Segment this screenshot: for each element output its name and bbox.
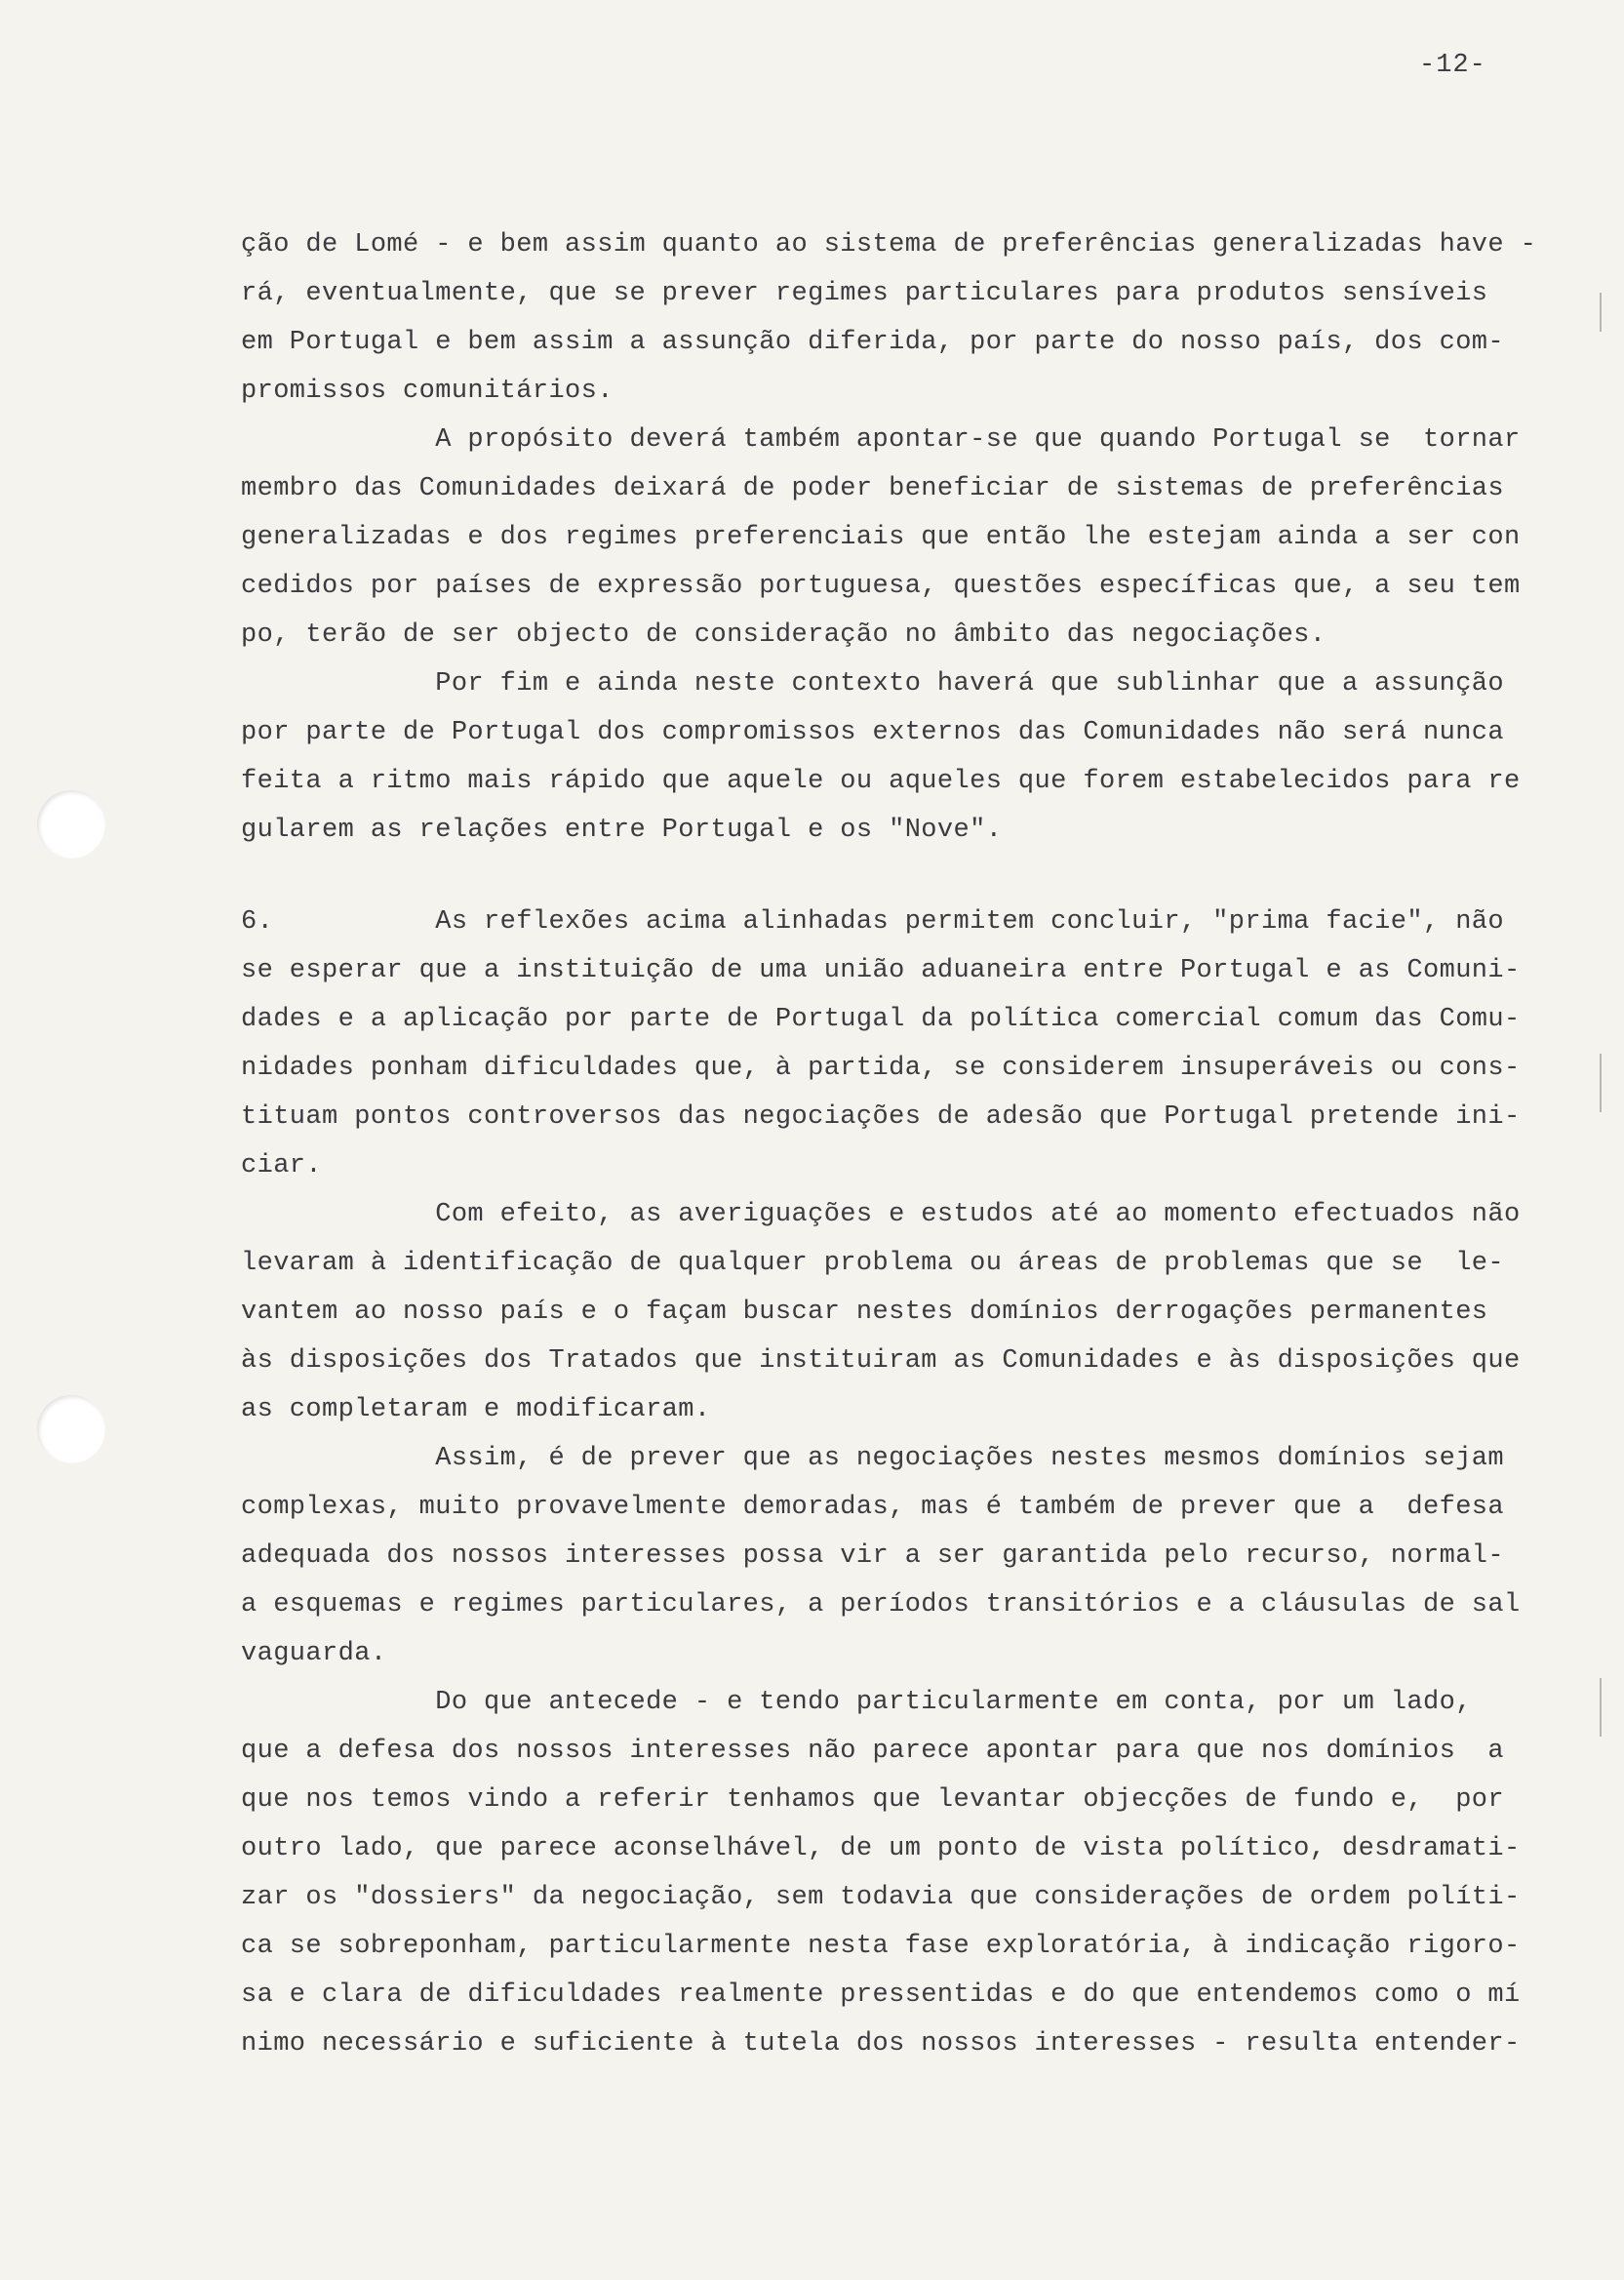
edge-mark xyxy=(1600,1678,1602,1737)
text-line: rá, eventualmente, que se prever regimes particulares para produtos sensíveis xyxy=(241,279,1488,308)
text-line: Com efeito, as averiguações e estudos até ao momento efectuados não xyxy=(241,1200,1521,1229)
text-line: 6. As reflexões acima alinhadas permitem concluir, "prima facie", não xyxy=(241,907,1505,937)
text-line: vaguarda. xyxy=(241,1639,387,1668)
text-line: nidades ponham dificuldades que, à partida, se considerem insuperáveis ou cons- xyxy=(241,1054,1521,1083)
paragraph xyxy=(241,660,1548,855)
paragraph xyxy=(241,416,1548,660)
text-line: Assim, é de prever que as negociações nestes mesmos domínios sejam xyxy=(241,1444,1505,1473)
text-line: Do que antecede - e tendo particularmente em conta, por um lado, xyxy=(241,1688,1472,1717)
text-line: complexas, muito provavelmente demoradas, mas é também de prever que a defesa xyxy=(241,1493,1505,1522)
text-line: dades e a aplicação por parte de Portugal da política comercial comum das Comu- xyxy=(241,1005,1521,1034)
text-line: que nos temos vindo a referir tenhamos que levantar objecções de fundo e, por xyxy=(241,1785,1505,1815)
text-line: sa e clara de dificuldades realmente pressentidas e do que entendemos como o mí xyxy=(241,1980,1521,2010)
text-line: levaram à identificação de qualquer problema ou áreas de problemas que se le- xyxy=(241,1249,1505,1278)
edge-mark xyxy=(1600,293,1602,332)
text-line: po, terão de ser objecto de consideração no âmbito das negociações. xyxy=(241,620,1327,650)
text-line: se esperar que a instituição de uma união aduaneira entre Portugal e as Comuni- xyxy=(241,956,1521,985)
text-line: zar os "dossiers" da negociação, sem todavia que considerações de ordem políti- xyxy=(241,1883,1521,1912)
paragraph xyxy=(241,220,1548,416)
text-line: promissos comunitários. xyxy=(241,377,614,406)
text-line: nimo necessário e suficiente à tutela dos nossos interesses - resulta entender- xyxy=(241,2029,1521,2059)
paragraph xyxy=(241,1434,1548,1678)
text-line: ca se sobreponham, particularmente nesta fase exploratória, à indicação rigoro- xyxy=(241,1932,1521,1961)
punch-hole xyxy=(37,1395,105,1463)
text-line: A propósito deverá também apontar-se que quando Portugal se tornar xyxy=(241,425,1521,455)
paragraph-gap xyxy=(241,855,1548,898)
paragraph xyxy=(241,898,1548,1190)
punch-hole xyxy=(37,790,105,859)
text-line: generalizadas e dos regimes preferenciais que então lhe estejam ainda a ser con xyxy=(241,523,1521,552)
text-line: a esquemas e regimes particulares, a períodos transitórios e a cláusulas de sal xyxy=(241,1590,1521,1620)
paragraph xyxy=(241,1190,1548,1434)
text-line: feita a ritmo mais rápido que aquele ou aqueles que forem estabelecidos para re xyxy=(241,767,1521,796)
text-line: gularem as relações entre Portugal e os "Nove". xyxy=(241,816,1003,845)
text-line: cedidos por países de expressão portuguesa, questões específicas que, a seu tem xyxy=(241,572,1521,601)
text-line: em Portugal e bem assim a assunção diferida, por parte do nosso país, dos com- xyxy=(241,328,1505,357)
text-line: ciar. xyxy=(241,1151,323,1180)
text-line: adequada dos nossos interesses possa vir a ser garantida pelo recurso, normal- xyxy=(241,1541,1505,1571)
text-line: outro lado, que parece aconselhável, de um ponto de vista político, desdramati- xyxy=(241,1834,1521,1863)
text-line: tituam pontos controversos das negociações de adesão que Portugal pretende ini- xyxy=(241,1102,1521,1132)
text-line: às disposições dos Tratados que instituiram as Comunidades e às disposições que xyxy=(241,1346,1521,1376)
page-number: -12- xyxy=(1419,51,1486,80)
text-line: ção de Lomé - e bem assim quanto ao sistema de preferências generalizadas have - xyxy=(241,230,1537,260)
text-line: as completaram e modificaram. xyxy=(241,1395,711,1424)
text-line: vantem ao nosso país e o façam buscar nestes domínios derrogações permanentes xyxy=(241,1298,1488,1327)
text-line: Por fim e ainda neste contexto haverá que sublinhar que a assunção xyxy=(241,669,1505,699)
text-line: por parte de Portugal dos compromissos externos das Comunidades não será nunca xyxy=(241,718,1505,747)
edge-mark xyxy=(1600,1054,1602,1112)
text-line: membro das Comunidades deixará de poder beneficiar de sistemas de preferências xyxy=(241,474,1505,503)
text-line: que a defesa dos nossos interesses não parece apontar para que nos domínios a xyxy=(241,1737,1505,1766)
paragraph xyxy=(241,1678,1548,2068)
body-text xyxy=(241,220,1548,2068)
